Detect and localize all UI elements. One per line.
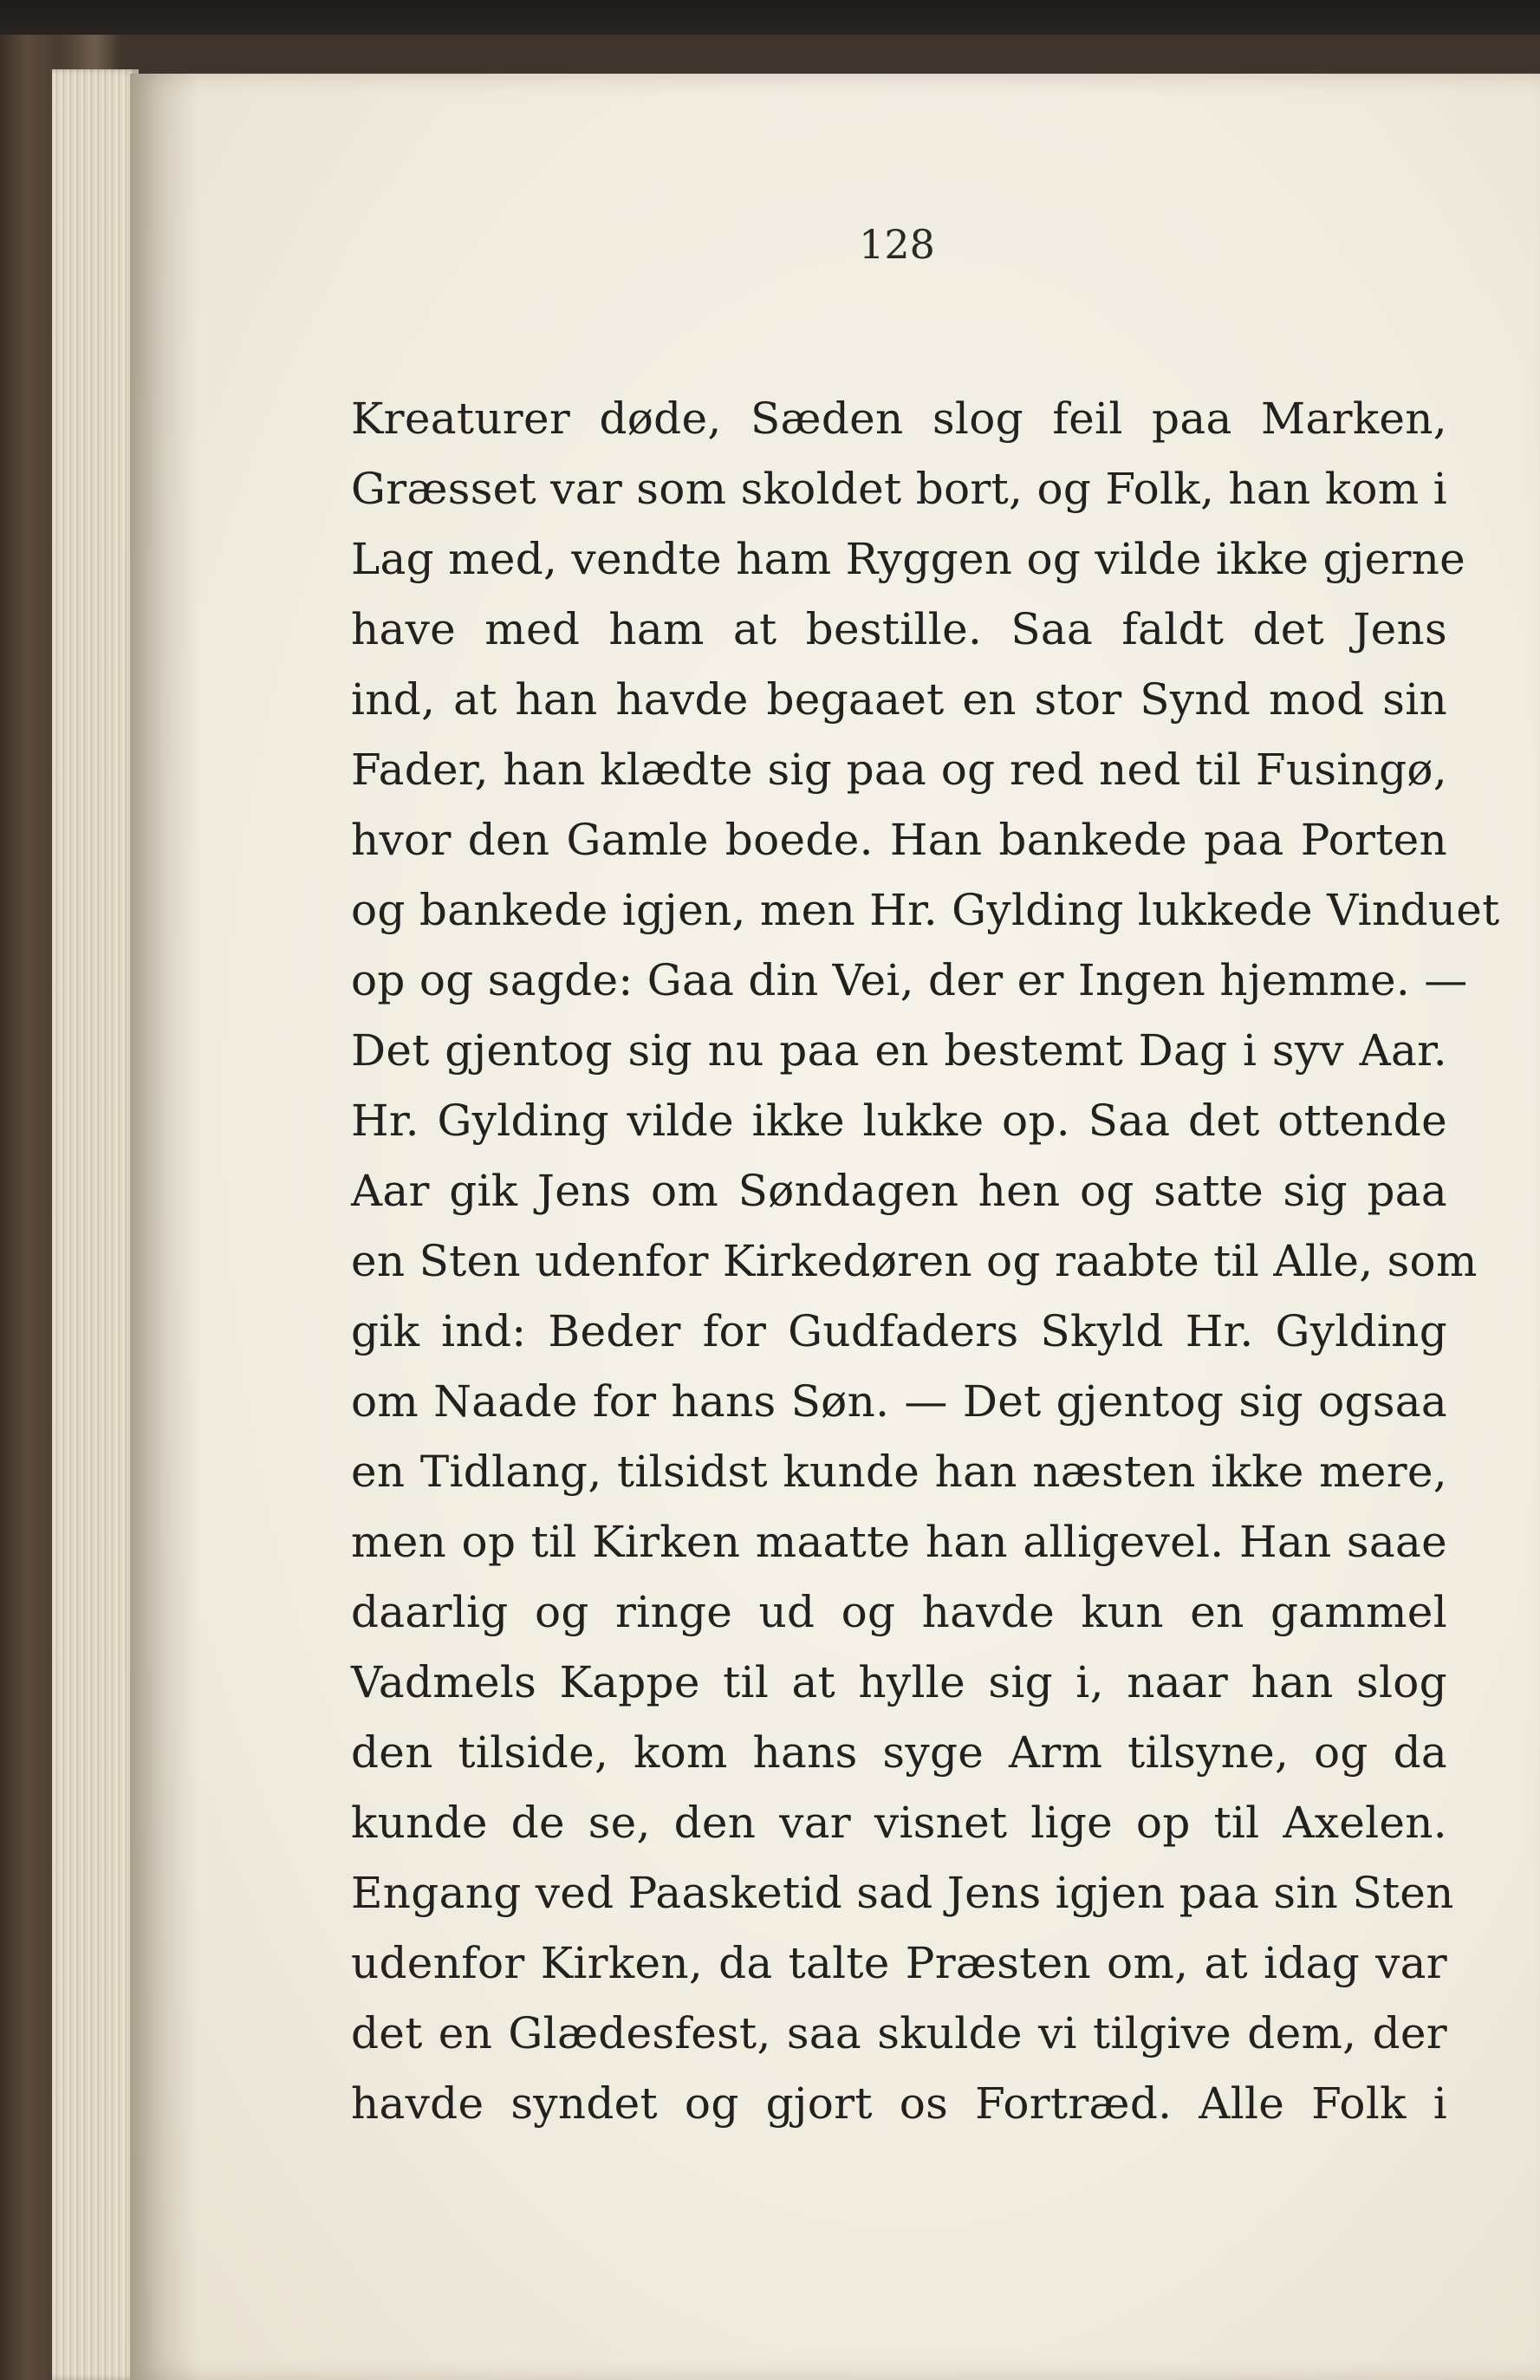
text-line: Aar gik Jens om Søndagen hen og satte sig paa [351, 1166, 1447, 1216]
text-line: det en Glædesfest, saa skulde vi tilgive dem, der [351, 2008, 1447, 2058]
text-line: Engang ved Paasketid sad Jens igjen paa sin Sten [351, 1868, 1454, 1918]
text-line: gik ind: Beder for Gudfaders Skyld Hr. Gylding [351, 1306, 1447, 1356]
text-line: den tilside, kom hans syge Arm tilsyne, og da [351, 1727, 1447, 1778]
text-line: daarlig og ringe ud og havde kun en gammel [351, 1587, 1447, 1637]
text-line: op og sagde: Gaa din Vei, der er Ingen hjemme. — [351, 955, 1468, 1005]
text-line: hvor den Gamle boede. Han bankede paa Porten [351, 815, 1447, 865]
text-line: Lag med, vendte ham Ryggen og vilde ikke gjerne [351, 534, 1466, 584]
text-line: om Naade for hans Søn. — Det gjentog sig ogsaa [351, 1376, 1447, 1427]
text-line: Fader, han klædte sig paa og red ned til Fusingø, [351, 745, 1447, 795]
text-line: Det gjentog sig nu paa en bestemt Dag i syv Aar. [351, 1025, 1447, 1076]
text-line: Kreaturer døde, Sæden slog feil paa Marken, [351, 393, 1447, 444]
text-line: og bankede igjen, men Hr. Gylding lukkede Vinduet [351, 885, 1500, 935]
text-line: Græsset var som skoldet bort, og Folk, han kom i [351, 464, 1447, 514]
text-line: men op til Kirken maatte han alligevel. Han saae [351, 1517, 1447, 1567]
text-line: Hr. Gylding vilde ikke lukke op. Saa det ottende [351, 1096, 1447, 1146]
body-text [351, 384, 1500, 2139]
text-line: en Tidlang, tilsidst kunde han næsten ikke mere, [351, 1447, 1447, 1497]
text-line: kunde de se, den var visnet lige op til Axelen. [351, 1798, 1447, 1848]
text-line: Vadmels Kappe til at hylle sig i, naar han slog [351, 1657, 1447, 1707]
text-line: havde syndet og gjort os Fortræd. Alle Folk i [351, 2078, 1447, 2129]
text-line: have med ham at bestille. Saa faldt det Jens [351, 604, 1447, 654]
text-line: udenfor Kirken, da talte Præsten om, at idag var [351, 1938, 1447, 1988]
page-number: 128 [859, 221, 935, 268]
page-edges [52, 69, 139, 2380]
text-line: en Sten udenfor Kirkedøren og raabte til Alle, som [351, 1236, 1478, 1286]
text-line: ind, at han havde begaaet en stor Synd mod sin [351, 674, 1447, 725]
